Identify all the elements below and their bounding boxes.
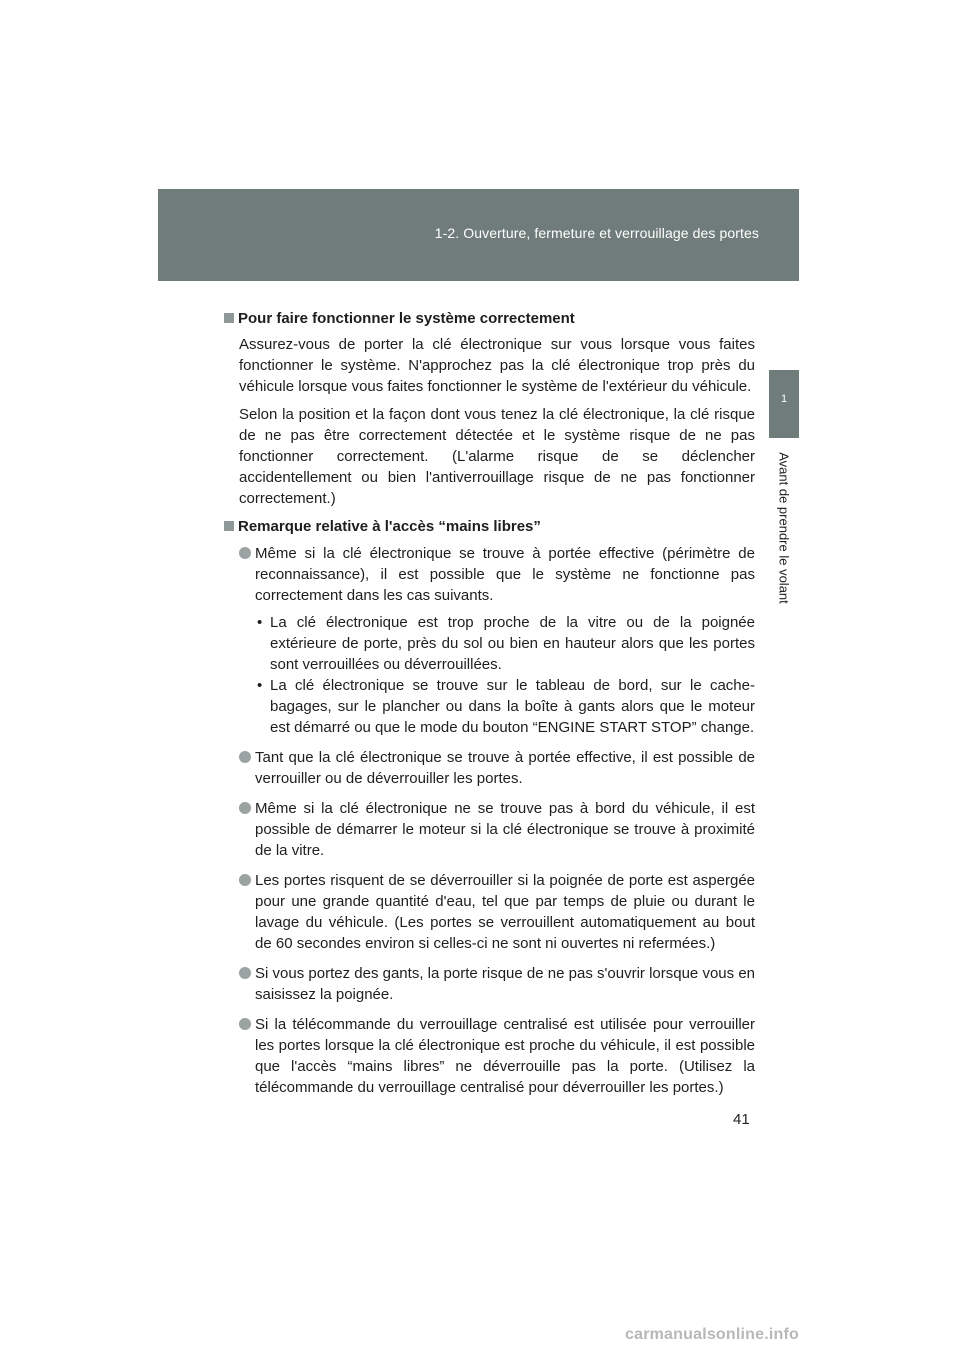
square-bullet-icon (224, 521, 234, 531)
paragraph: Selon la position et la façon dont vous tenez la clé électronique, la clé risque de ne pas être correctement détectée et le système risque de ne pas fonctionner correctement. (L'alarme risque de se déclencher accidentellement ou bien l'antiverrouillage risque de ne pas fonctionner correctement.) (239, 406, 755, 507)
sub-list-item (255, 612, 755, 675)
watermark: carmanualsonline.info (625, 1326, 800, 1343)
bullet-item (239, 747, 755, 789)
bullet-item (239, 543, 755, 738)
section-heading (224, 308, 755, 329)
heading-text: Pour faire fonctionner le système correctement (238, 310, 575, 327)
bullet-text: Si la télécommande du verrouillage centralisé est utilisée pour verrouiller les portes lorsque la clé électronique est proche du véhicule, il est possible que l'accès “mains libres” ne déverrouille pas la porte. (Utilisez la télécommande du verrouillage centralisé pour déverrouiller les portes.) (255, 1016, 755, 1096)
bullet-item (239, 798, 755, 861)
sub-item-text: La clé électronique se trouve sur le tableau de bord, sur le cache-bagages, sur le plancher ou dans la boîte à gants alors que le moteur est démarré ou que le mode du bouton “ENGINE START STOP” change. (270, 677, 755, 736)
bullet-text: Tant que la clé électronique se trouve à portée effective, il est possible de verrouiller ou de déverrouiller les portes. (255, 749, 755, 787)
section-title: 1-2. Ouverture, fermeture et verrouillage des portes (434, 225, 759, 241)
square-bullet-icon (224, 313, 234, 323)
circle-bullet-icon (239, 1018, 251, 1030)
bullet-text: Si vous portez des gants, la porte risque de ne pas s'ouvrir lorsque vous en saisissez la poignée. (255, 965, 755, 1003)
paragraph: Assurez-vous de porter la clé électronique sur vous lorsque vous faites fonctionner le système. N'approchez pas la clé électronique trop près du véhicule lorsque vous faites fonctionner le système de l'extérieur du véhicule. (239, 336, 755, 395)
bullet-item (239, 963, 755, 1005)
bullet-item (239, 870, 755, 954)
circle-bullet-icon (239, 751, 251, 763)
chapter-label: Avant de prendre le volant (776, 452, 792, 604)
section-header-band (158, 189, 799, 281)
bullet-text: Les portes risquent de se déverrouiller si la poignée de porte est aspergée pour une grande quantité d'eau, tel que par temps de pluie ou durant le lavage du véhicule. (Les portes se verrouillent automatiquement au bout de 60 secondes environ si celles-ci ne sont ni ouvertes ni refermées.) (255, 872, 755, 952)
section-heading (224, 516, 755, 537)
circle-bullet-icon (239, 802, 251, 814)
dot-marker: • (257, 677, 263, 694)
sub-list (255, 612, 755, 738)
page-number: 41 (733, 1111, 750, 1128)
dot-marker: • (257, 614, 263, 631)
page-content (224, 308, 755, 1107)
bullet-item (239, 1014, 755, 1098)
bullet-text: Même si la clé électronique ne se trouve pas à bord du véhicule, il est possible de démarrer le moteur si la clé électronique se trouve à proximité de la vitre. (255, 800, 755, 859)
bullet-text: Même si la clé électronique se trouve à portée effective (périmètre de reconnaissance), il est possible que le système ne fonctionne pas correctement dans les cas suivants. (255, 545, 755, 604)
circle-bullet-icon (239, 967, 251, 979)
chapter-tab (769, 370, 799, 438)
circle-bullet-icon (239, 547, 251, 559)
sub-item-text: La clé électronique est trop proche de la vitre ou de la poignée extérieure de porte, près du sol ou bien en hauteur alors que les portes sont verrouillées ou déverrouillées. (270, 614, 755, 673)
circle-bullet-icon (239, 874, 251, 886)
chapter-number: 1 (780, 393, 788, 405)
sub-list-item (255, 675, 755, 738)
heading-text: Remarque relative à l'accès “mains libres” (238, 518, 541, 535)
